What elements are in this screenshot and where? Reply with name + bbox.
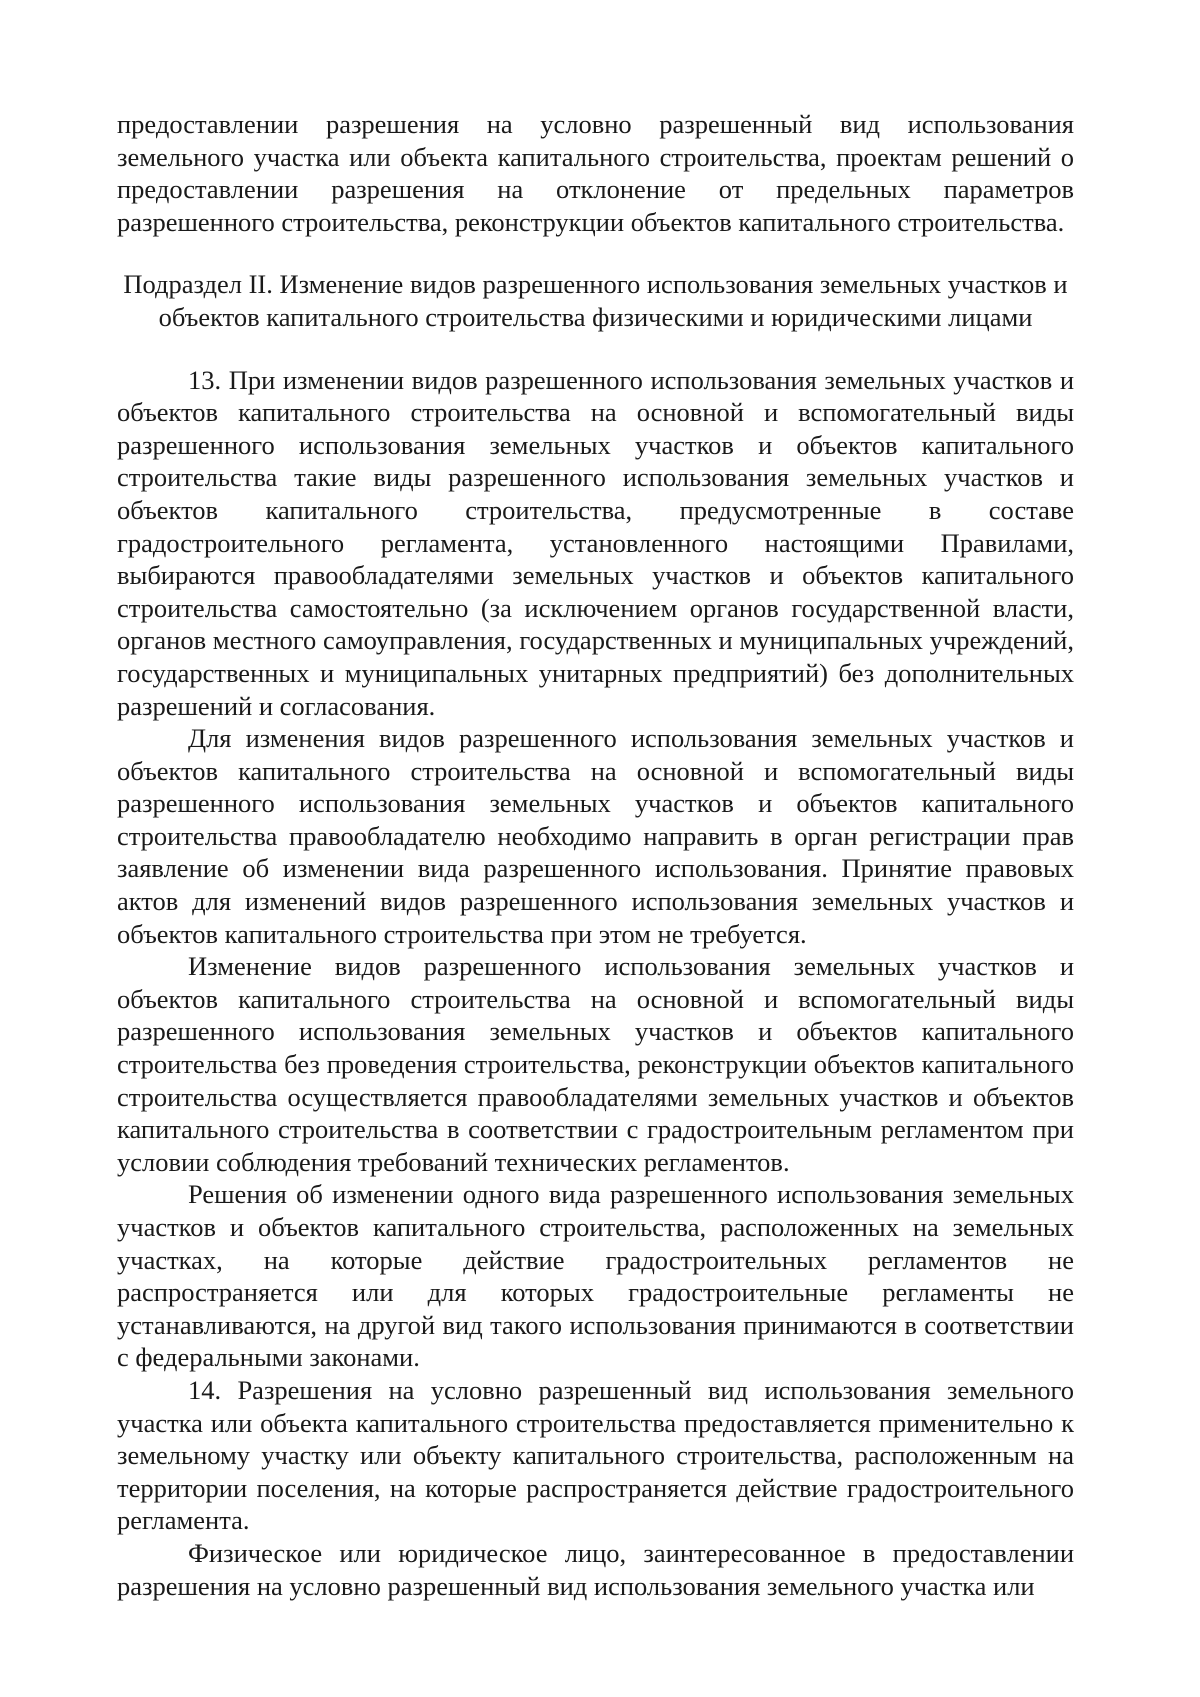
paragraph-13: 13. При изменении видов разрешенного использования земельных участков и объектов капитального строительства на основной и вспомогательный виды разрешенного использования земельных участков и объектов капитального строительства такие виды разрешенного использования земельных участков и объектов капитального строительства, предусмотренные в составе градостроительного регламента, установленного настоящими Правилами, выбираются правообладателями земельных участков и объектов капитального строительства самостоятельно (за исключением органов государственной власти, органов местного самоуправления, государственных и муниципальных учреждений, государственных и муниципальных унитарных предприятий) без дополнительных разрешений и согласования.	[117, 364, 1074, 721]
paragraph-federal-laws: Решения об изменении одного вида разрешенного использования земельных участков и объектов капитального строительства, расположенных на земельных участках, на которые действие градостроительных регламентов не распространяется или для которых градостроительные регламенты не устанавливаются, на другой вид такого использования принимаются в соответствии с федеральными законами.	[117, 1179, 1074, 1373]
section-heading	[117, 268, 1074, 333]
paragraph-registration-application: Для изменения видов разрешенного использования земельных участков и объектов капитального строительства на основной и вспомогательный виды разрешенного использования земельных участков и объектов капитального строительства правообладателю необходимо направить в орган регистрации прав заявление об изменении вида разрешенного использования. Принятие правовых актов для изменений видов разрешенного использования земельных участков и объектов капитального строительства при этом не требуется.	[117, 723, 1074, 949]
paragraph-change-without-construction: Изменение видов разрешенного использования земельных участков и объектов капитального строительства на основной и вспомогательный виды разрешенного использования земельных участков и объектов капитального строительства без проведения строительства, реконструкции объектов капитального строительства осуществляется правообладателями земельных участков и объектов капитального строительства в соответствии с градостроительным регламентом при условии соблюдения требований технических регламентов.	[117, 951, 1074, 1177]
section-heading-line-2: объектов капитального строительства физическими и юридическими лицами	[158, 301, 1033, 332]
paragraph-14: 14. Разрешения на условно разрешенный вид использования земельного участка или объекта капитального строительства предоставляется применительно к земельному участку или объекту капитального строительства, расположенным на территории поселения, на которые распространяется действие градостроительного регламента.	[117, 1374, 1074, 1536]
paragraph-interested-person: Физическое или юридическое лицо, заинтересованное в предоставлении разрешения на условно разрешенный вид использования земельного участка или	[117, 1537, 1074, 1601]
section-heading-line-1: Подраздел II. Изменение видов разрешенного использования земельных участков и	[123, 269, 1068, 300]
intro-paragraph: предоставлении разрешения на условно разрешенный вид использования земельного участка или объекта капитального строительства, проектам решений о предоставлении разрешения на отклонение от предельных параметров разрешенного строительства, реконструкции объектов капитального строительства.	[117, 109, 1074, 237]
